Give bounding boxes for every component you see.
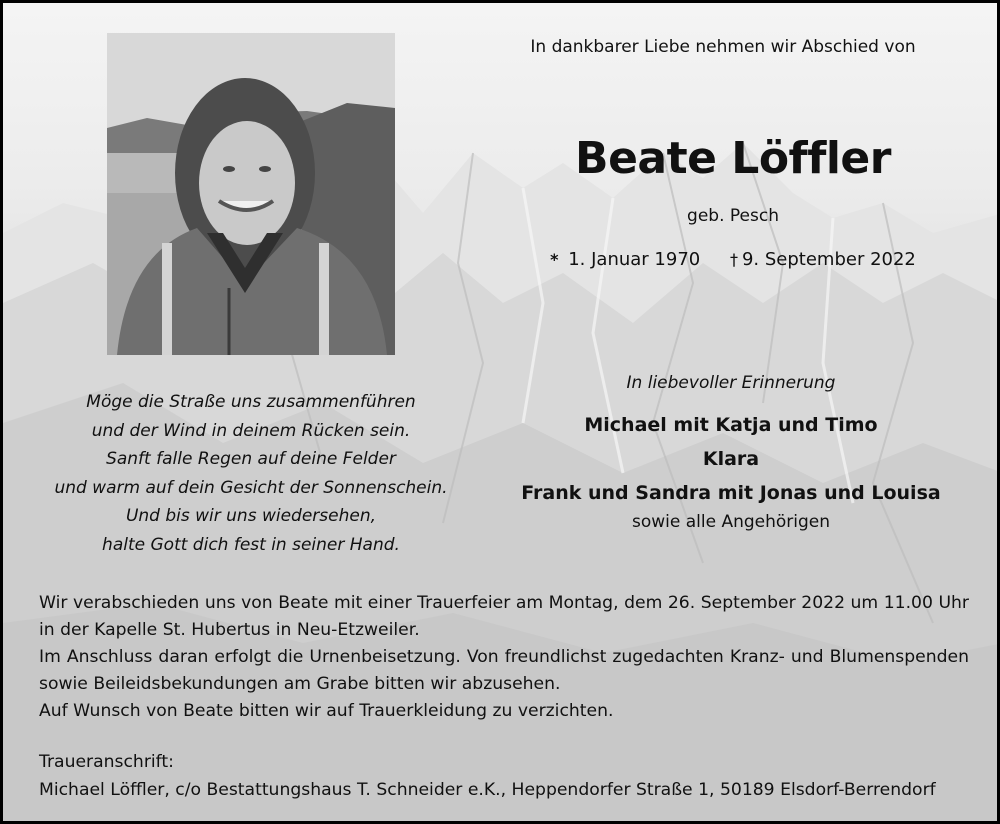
intro-text: In dankbarer Liebe nehmen wir Abschied von [530, 37, 916, 57]
poem-line: Möge die Straße uns zusammenführen [86, 392, 416, 412]
notice-paragraph: Wir verabschieden uns von Beate mit einer Trauerfeier am Montag, dem 26. September 2022 um 11.00 Uhr in der Kapelle St. Hubertus in Neu-Etzweiler. [39, 593, 969, 640]
memory-heading: In liebevoller Erinnerung [626, 373, 836, 393]
poem-line: und der Wind in deinem Rücken sein. [91, 420, 411, 441]
mourners-block [503, 373, 959, 532]
deceased-name: Beate Löffler [575, 133, 891, 184]
address-line: Michael Löffler, c/o Bestattungshaus T. Schneider e.K., Heppendorfer Straße 1, 50189 Elsdorf-Berrendorf [39, 780, 936, 800]
maiden-name: geb. Pesch [687, 206, 779, 226]
poem-line: Und bis wir uns wiedersehen, [125, 506, 377, 526]
death-date [730, 249, 916, 270]
poem [23, 388, 479, 559]
poem-line: Sanft falle Regen auf deine Felder [106, 449, 396, 469]
family-line: Michael mit Katja und Timo [584, 414, 878, 436]
family-line: Frank und Sandra mit Jonas und Louisa [521, 482, 941, 504]
poem-line: halte Gott dich fest in seiner Hand. [102, 534, 400, 555]
birth-star-icon: * [550, 250, 559, 269]
poem-line: und warm auf dein Gesicht der Sonnenschein. [54, 477, 448, 498]
relatives-line: sowie alle Angehörigen [631, 512, 831, 532]
notice-paragraph: Auf Wunsch von Beate bitten wir auf Trauerkleidung zu verzichten. [39, 701, 614, 721]
portrait-photo [107, 33, 395, 355]
birth-date-value: 1. Januar 1970 [568, 249, 701, 270]
life-dates [483, 249, 983, 270]
birth-date [550, 249, 700, 270]
family-line: Klara [702, 448, 760, 470]
notice-paragraph: Im Anschluss daran erfolgt die Urnenbeisetzung. Von freundlichst zugedachten Kranz- und Blumenspenden sowie Beileidsbekundungen am Grabe bitten wir abzusehen. [39, 647, 969, 694]
mourning-address [39, 748, 979, 804]
death-date-value: 9. September 2022 [741, 249, 916, 270]
address-label: Traueranschrift: [39, 752, 174, 772]
death-cross-icon: † [729, 250, 738, 269]
funeral-notice [39, 590, 969, 725]
